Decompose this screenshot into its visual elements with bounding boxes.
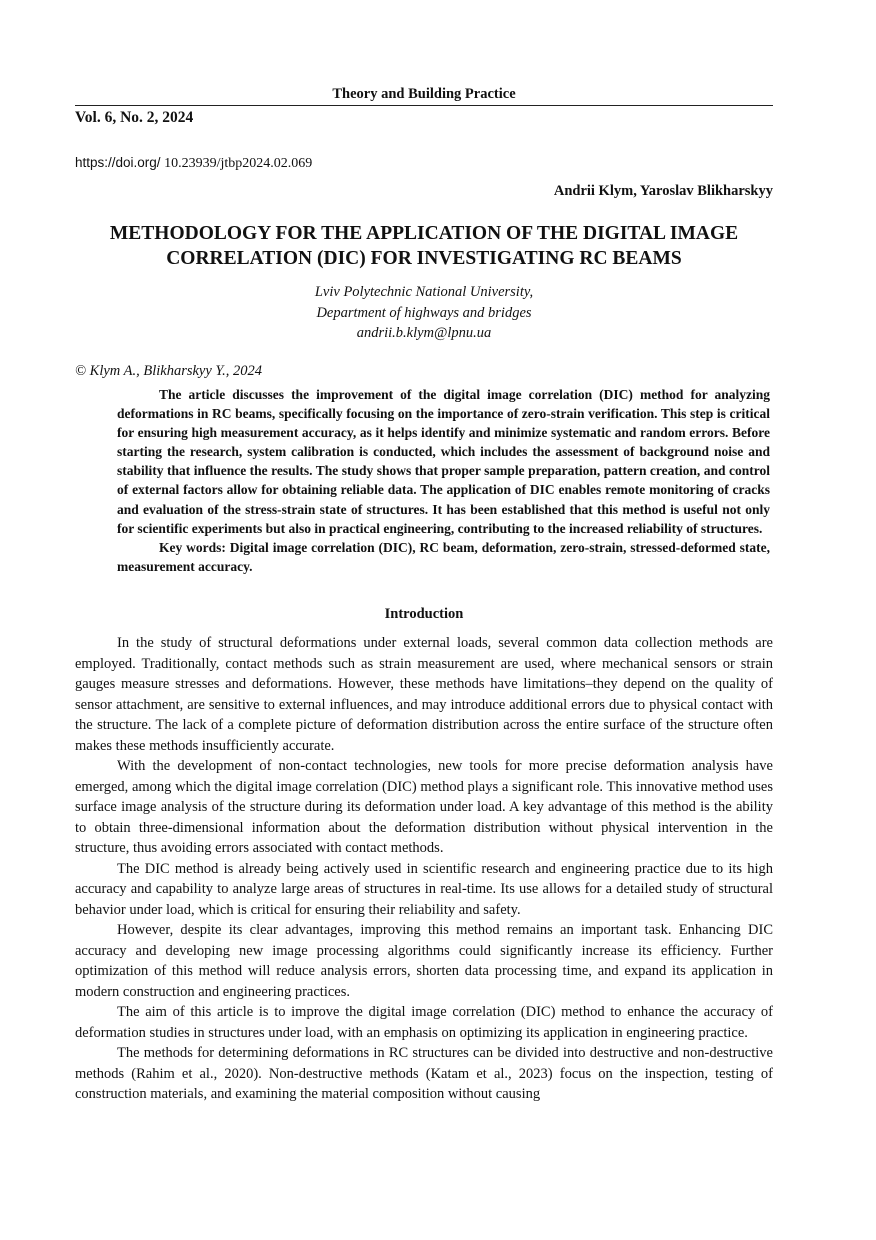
- body-paragraph: The DIC method is already being actively used in scientific research and engineering practice due to its high accuracy and capability to analyze large areas of structures in real-time. Its use allows for a detailed study of structural behavior under load, which is critical for ensuring their reliability and safety.: [75, 860, 773, 918]
- affiliation-university: Lviv Polytechnic National University,: [314, 284, 534, 300]
- body-paragraph: The methods for determining deformations in RC structures can be divided into destructive and non-destructive methods (Rahim et al., 2020). Non-destructive methods (Katam et al., 2023) focus on the inspection, testing of construction materials, and examining the material composition without causing: [75, 1045, 773, 1102]
- body-paragraph: However, despite its clear advantages, improving this method remains an important task. Enhancing DIC accuracy and developing new image processing algorithms could significantly increase its efficiency. Further optimization of this method will reduce analysis errors, shorten data processing time, and expand its application in modern construction and engineering practices.: [75, 922, 773, 1000]
- abstract: [117, 385, 770, 576]
- body-paragraph: The aim of this article is to improve the digital image correlation (DIC) method to enhance the accuracy of deformation studies in structures under load, with an emphasis on optimizing its application in engineering practice.: [75, 1004, 773, 1041]
- keywords: Key words: Digital image correlation (DIC), RC beam, deformation, zero-strain, stressed-deformed state, measurement accuracy.: [117, 539, 770, 574]
- abstract-text: The article discusses the improvement of the digital image correlation (DIC) method for analyzing deformations in RC beams, specifically focusing on the importance of zero-strain verification. This step is critical for ensuring high measurement accuracy, as it helps identify and minimize systematic and random errors. Before starting the research, system calibration is conducted, which includes the assessment of background noise and stability that influence the results. The study shows that proper sample preparation, pattern creation, and control of external factors allow for obtaining reliable data. The application of DIC enables remote monitoring of cracks and evaluation of the stress-strain state of structures. It has been established that this method is useful not only for scientific experiments but also in practical engineering, contributing to the increased reliability of structures.: [117, 387, 770, 536]
- section-heading-introduction: Introduction: [384, 606, 464, 622]
- body-paragraph: In the study of structural deformations under external loads, several common data collection methods are employed. Traditionally, contact methods such as strain measurement are used, where mechanical sensors or strain gauges measure stresses and deformations. However, these methods have limitations–they depend on the quality of sensor attachment, are sensitive to external influences, and may introduce additional errors due to physical contact with the structure. The lack of a complete picture of deformation distribution across the entire surface of the structure often makes these methods insufficiently accurate.: [75, 635, 773, 754]
- article-title: [75, 221, 773, 271]
- body-paragraph: With the development of non-contact technologies, new tools for more precise deformation analysis have emerged, among which the digital image correlation (DIC) method plays a significant role. This innovative method uses surface image analysis of the structure during its deformation under load. A key advantage of this method is the ability to obtain three-dimensional information about the deformation distribution without physical intervention in the structure, thus avoiding errors associated with contact methods.: [75, 758, 773, 856]
- journal-name: Theory and Building Practice: [332, 86, 516, 102]
- doi-line: [75, 154, 312, 173]
- header-rule: [75, 105, 773, 106]
- doi-prefix[interactable]: https://doi.org/: [75, 155, 161, 170]
- affiliation: [75, 282, 773, 344]
- introduction-body: [75, 633, 773, 1105]
- affiliation-department: Department of highways and bridges: [316, 304, 532, 321]
- title-line-2: CORRELATION (DIC) FOR INVESTIGATING RC BEAMS: [166, 248, 682, 269]
- title-line-1: METHODOLOGY FOR THE APPLICATION OF THE DIGITAL IMAGE: [109, 223, 739, 244]
- copyright-line: © Klym A., Blikharskyy Y., 2024: [75, 363, 263, 379]
- authors: Andrii Klym, Yaroslav Blikharskyy: [553, 183, 773, 199]
- author-email[interactable]: andrii.b.klym@lpnu.ua: [356, 325, 492, 341]
- doi-identifier[interactable]: 10.23939/jtbp2024.02.069: [160, 156, 313, 171]
- volume-issue: Vol. 6, No. 2, 2024: [75, 109, 194, 126]
